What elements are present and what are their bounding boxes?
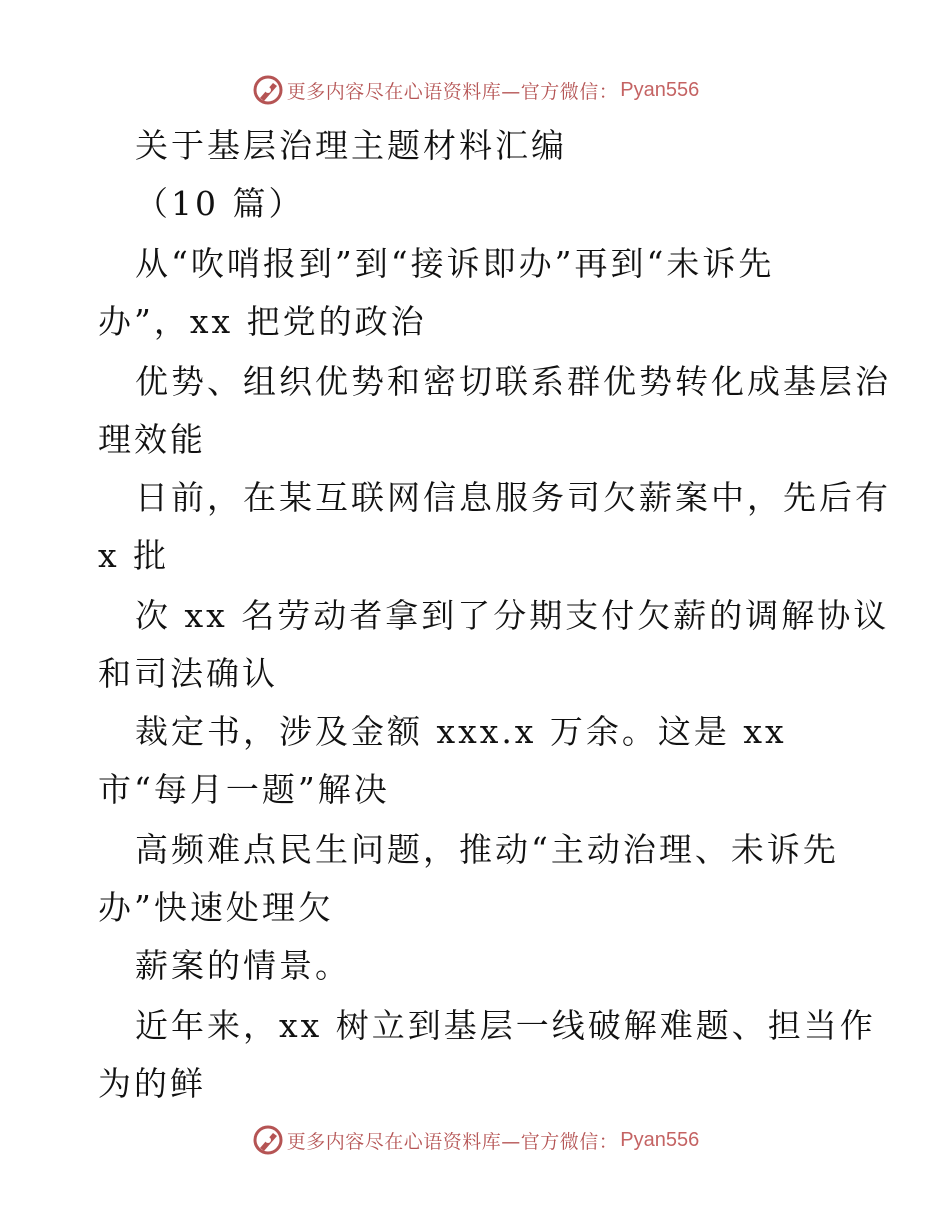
- body-line: 从“吹哨报到”到“接诉即办”再到“未诉先: [135, 244, 775, 283]
- header-watermark: [0, 72, 950, 108]
- pen-logo-icon: [251, 1123, 285, 1157]
- body-line: 裁定书，涉及金额 xxx.x 万余。这是 xx: [135, 712, 787, 751]
- watermark-text: 更多内容尽在心语资料库—官方微信：: [286, 1130, 619, 1153]
- body-line: 薪案的情景。: [135, 946, 351, 985]
- body-line: 日前，在某互联网信息服务司欠薪案中，先后有: [135, 478, 891, 517]
- body-line: 优势、组织优势和密切联系群优势转化成基层治: [135, 362, 891, 401]
- document-subtitle: （10 篇）: [135, 184, 305, 223]
- body-line: 和司法确认: [98, 654, 278, 693]
- body-line: 次 xx 名劳动者拿到了分期支付欠薪的调解协议: [135, 596, 890, 635]
- body-line: 市“每月一题”解决: [98, 770, 390, 809]
- watermark-id: Pyan556: [620, 78, 700, 101]
- watermark-text: 更多内容尽在心语资料库—官方微信：: [286, 80, 619, 103]
- body-line: 高频难点民生问题，推动“主动治理、未诉先: [135, 830, 839, 869]
- body-line: 理效能: [98, 420, 206, 459]
- document-title: 关于基层治理主题材料汇编: [135, 126, 567, 165]
- watermark-id: Pyan556: [620, 1128, 700, 1151]
- pen-logo-icon: [251, 73, 285, 107]
- footer-watermark: [0, 1122, 950, 1158]
- body-line: 办”，xx 把党的政治: [98, 302, 427, 341]
- body-line: 为的鲜: [98, 1064, 206, 1103]
- body-line: x 批: [98, 536, 170, 575]
- body-line: 近年来，xx 树立到基层一线破解难题、担当作: [135, 1006, 876, 1045]
- body-line: 办”快速处理欠: [98, 888, 334, 927]
